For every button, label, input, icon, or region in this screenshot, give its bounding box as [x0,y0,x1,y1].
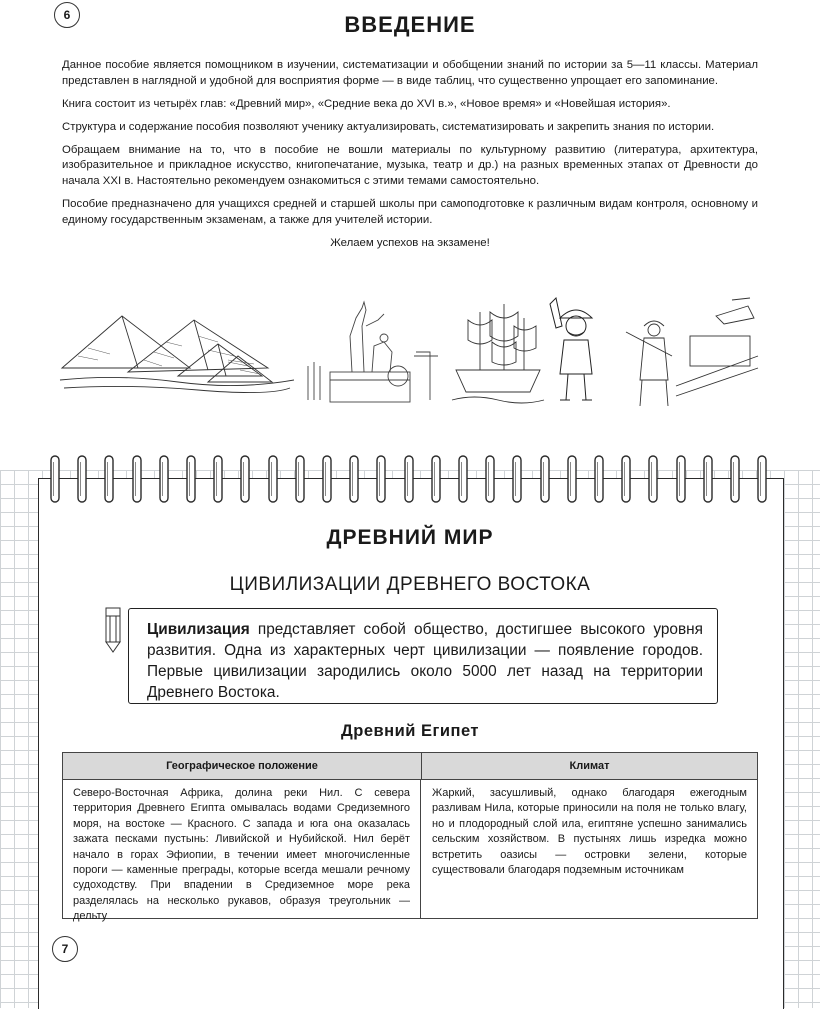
illustrations-strip [58,296,760,408]
binding-ring [157,452,171,506]
binding-ring [238,452,252,506]
definition-body: представляет собой общество, достигшее высокого уровня развития. Одна из характерных черт цивилизации — появление городов. Первые цивилизации зародились около 5000 лет назад на территории Древнего Востока. [147,621,703,701]
spiral-binding [48,452,772,506]
intro-page [0,0,820,448]
binding-ring [456,452,470,506]
soldier-illustration [620,296,760,408]
binding-ring [755,452,769,506]
binding-ring [592,452,606,506]
table-cell-climate: Жаркий, засушливый, однако благодаря ежегодным разливам Нила, которые приносили на поля не только влагу, но и плодородный слой ила, египтяне успешно занимались сельским хозяйством. В пустынях лишь изредка можно встретить оазисы — островки зелени, которые существовали благодаря подземным источникам [432,787,747,877]
binding-ring [266,452,280,506]
pyramids-illustration [58,296,294,408]
ship-illustration [450,296,546,408]
binding-ring [320,452,334,506]
notebook-sheet [38,478,784,1009]
intro-paragraph-2: Книга состоит из четырёх глав: «Древний мир», «Средние века до XVI в.», «Новое время» и «Новейшая история». [62,97,671,110]
binding-ring [130,452,144,506]
intro-paragraph-5: Пособие предназначено для учащихся средней и старшей школы при самоподготовке к различным видам контроля, основному и единому государственным экзаменам, а также для учителей истории. [62,198,758,226]
intro-paragraph-4: Обращаем внимание на то, что в пособие не вошли материалы по культурному развитию (литература, архитектура, изобразительное и прикладное искусство, книгопечатание, музыка, театр и др.) на разных временных этапах от Древности до начала XXI в. Настоятельно рекомендуем ознакомиться с этими темами самостоятельно. [62,143,758,188]
intro-paragraph-1: Данное пособие является помощником в изучении, систематизации и обобщении знаний по истории за 5—11 классы. Материал представлен в наглядной и удобной для восприятия форме — в виде таблиц, что существенно упрощает его запоминание. [62,59,758,87]
binding-ring [728,452,742,506]
page-number-bottom: 7 [52,936,78,962]
binding-ring [347,452,361,506]
binding-ring [619,452,633,506]
pencil-icon [100,606,126,654]
table-header-climate: Климат [422,753,757,780]
page-number-top: 6 [54,2,80,28]
intro-paragraph-3: Структура и содержание пособия позволяют ученику актуализировать, систематизировать и закрепить знания по истории. [62,120,715,133]
binding-ring [429,452,443,506]
monument-illustration [304,296,442,408]
binding-ring [402,452,416,506]
binding-ring [538,452,552,506]
binding-ring [48,452,62,506]
intro-title: ВВЕДЕНИЕ [344,12,476,37]
binding-ring [211,452,225,506]
subsection-title: ЦИВИЛИЗАЦИИ ДРЕВНЕГО ВОСТОКА [229,574,591,595]
binding-ring [483,452,497,506]
definition-term: Цивилизация [147,621,250,638]
egypt-title: Древний Египет [340,722,480,740]
binding-ring [674,452,688,506]
table-header-geography: Географическое положение [63,753,422,780]
binding-ring [184,452,198,506]
binding-ring [75,452,89,506]
musketeer-illustration [546,296,608,408]
binding-ring [510,452,524,506]
table-cell-geography: Северо-Восточная Африка, долина реки Нил. С севера территория Древнего Египта омывалась водами Средиземного моря, на востоке — Красного. С запада и юга она оказалась зажата песками пустынь: Ливийской и Нубийской. Нил берёт начало в горах Эфиопии, в течении имеет многочисленные пороги — каменные преграды, которые всегда мешали речному судоходству. При впадении в Средиземное море река разделялась на несколько рукавов, образуя треугольник — дельту [63,780,421,918]
egypt-table [62,752,758,923]
binding-ring [565,452,579,506]
definition-text [147,619,703,703]
section-title: ДРЕВНИЙ МИР [326,526,494,549]
binding-ring [701,452,715,506]
intro-body [62,58,758,259]
definition-box [128,608,718,704]
binding-ring [293,452,307,506]
binding-ring [374,452,388,506]
binding-ring [102,452,116,506]
binding-ring [646,452,660,506]
intro-wish: Желаем успехов на экзамене! [330,236,490,249]
